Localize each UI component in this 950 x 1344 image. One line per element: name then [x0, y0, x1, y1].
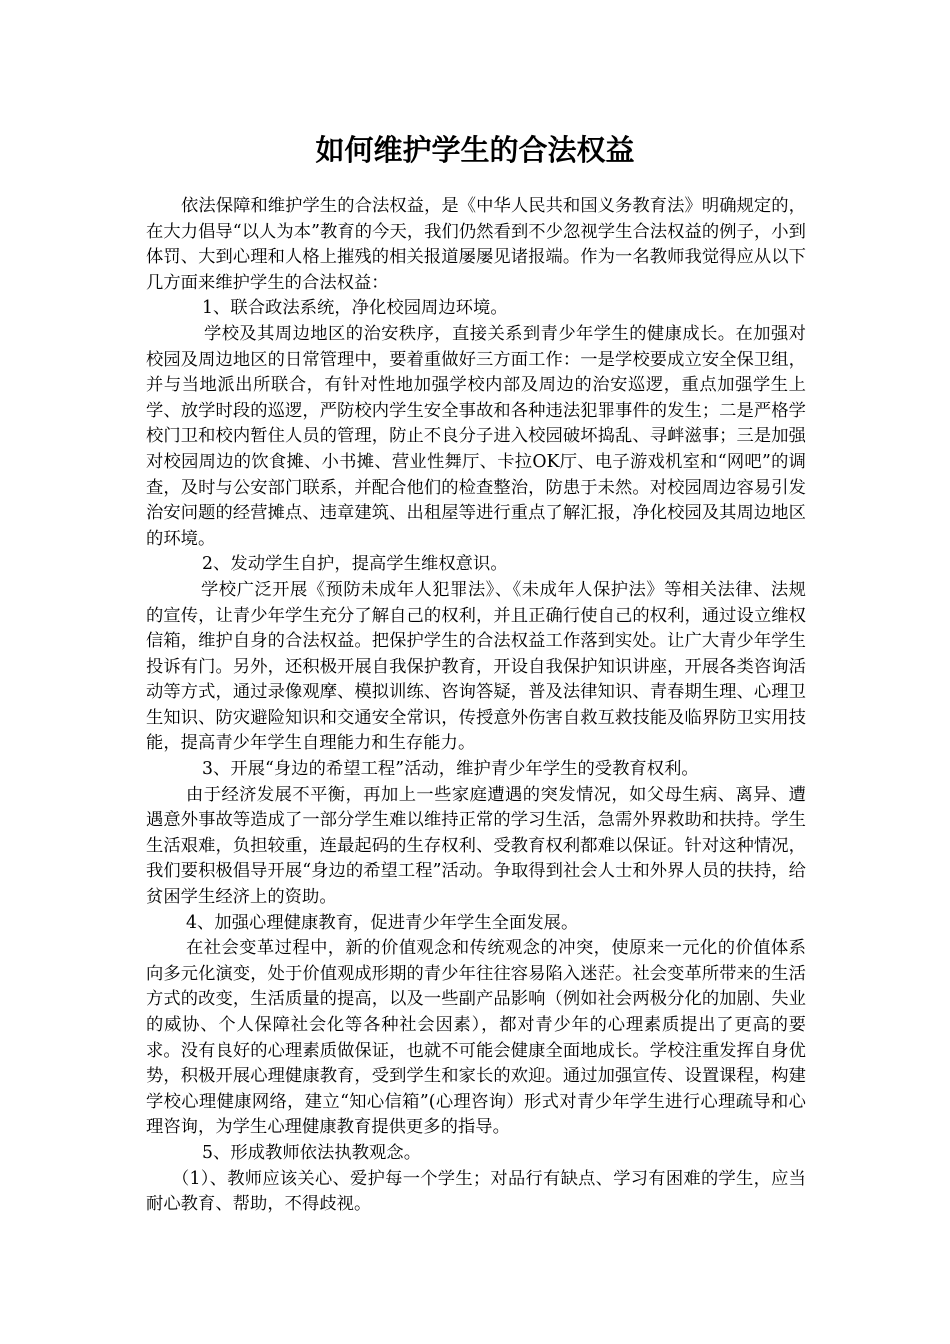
intro-paragraph: 依法保障和维护学生的合法权益，是《中华人民共和国义务教育法》明确规定的，在大力倡导“以人为本”教育的今天，我们仍然看到不少忽视学生合法权益的例子，小到体罚、大到心理和人格上摧残的相关报道屡屡见诸报端。作为一名教师我觉得应从以下几方面来维护学生的合法权益：	[146, 196, 806, 293]
section-heading-4: 4、加强心理健康教育，促进青少年学生全面发展。	[186, 912, 579, 933]
section-paragraph-1: 学校及其周边地区的治安秩序，直接关系到青少年学生的健康成长。在加强对校园及周边地区的日常管理中，要着重做好三方面工作：一是学校要成立安全保卫组，并与当地派出所联合，有针对性地加强学校内部及周边的治安巡逻，重点加强学生上学、放学时段的巡逻，严防校内学生安全事故和各种违法犯罪事件的发生；二是严格学校门卫和校内暂住人员的管理，防止不良分子进入校园破坏捣乱、寻衅滋事；三是加强对校园周边的饮食摊、小书摊、营业性舞厅、卡拉OK厅、电子游戏机室和“网吧”的调查，及时与公安部门联系，并配合他们的检查整治，防患于未然。对校园周边容易引发治安问题的经营摊点、违章建筑、出租屋等进行重点了解汇报，净化校园及其周边地区的环境。	[146, 323, 806, 549]
section-item-5-1: （1）、教师应该关心、爱护每一个学生；对品行有缺点、学习有困难的学生，应当耐心教育、帮助，不得歧视。	[146, 1168, 806, 1215]
section-heading-3: 3、开展“身边的希望工程”活动，维护青少年学生的受教育权利。	[202, 759, 699, 780]
section-heading-2: 2、发动学生自护，提高学生维权意识。	[202, 554, 508, 575]
section-heading-1: 1、联合政法系统，净化校园周边环境。	[202, 298, 508, 319]
section-paragraph-2: 学校广泛开展《预防未成年人犯罪法》、《未成年人保护法》等相关法律、法规的宣传，让青少年学生充分了解自己的权利，并且正确行使自己的权利，通过设立维权信箱，维护自身的合法权益。把保护学生的合法权益工作落到实处。让广大青少年学生投诉有门。另外，还积极开展自我保护教育，开设自我保护知识讲座，开展各类咨询活动等方式，通过录像观摩、模拟训练、咨询答疑，普及法律知识、青春期生理、心理卫生知识、防灾避险知识和交通安全常识，传授意外伤害自救互救技能及临界防卫实用技能，提高青少年学生自理能力和生存能力。	[146, 579, 806, 754]
section-heading-5: 5、形成教师依法执教观念。	[202, 1142, 422, 1163]
section-paragraph-4: 在社会变革过程中，新的价值观念和传统观念的冲突，使原来一元化的价值体系向多元化演变，处于价值观成形期的青少年往往容易陷入迷茫。社会变革所带来的生活方式的改变，生活质量的提高，以及一些副产品影响（例如社会两极分化的加剧、失业的威协、个人保障社会化等各种社会因素），都对青少年的心理素质提出了更高的要求。没有良好的心理素质做保证，也就不可能会健康全面地成长。学校注重发挥自身优势，积极开展心理健康教育，受到学生和家长的欢迎。通过加强宣传、设置课程，构建学校心理健康网络，建立“知心信箱”(心理咨询）形式对青少年学生进行心理疏导和心理咨询，为学生心理健康教育提供更多的指导。	[146, 938, 806, 1138]
document-body	[146, 194, 806, 1218]
document-title: 如何维护学生的合法权益	[315, 133, 635, 167]
section-paragraph-3: 由于经济发展不平衡，再加上一些家庭遭遇的突发情况，如父母生病、离异、遭遇意外事故等造成了一部分学生难以维持正常的学习生活，急需外界救助和扶持。学生生活艰难，负担较重，连最起码的生存权利、受教育权利都难以保证。针对这种情况，我们要积极倡导开展“身边的希望工程”活动。争取得到社会人士和外界人员的扶持，给贫困学生经济上的资助。	[146, 784, 806, 908]
